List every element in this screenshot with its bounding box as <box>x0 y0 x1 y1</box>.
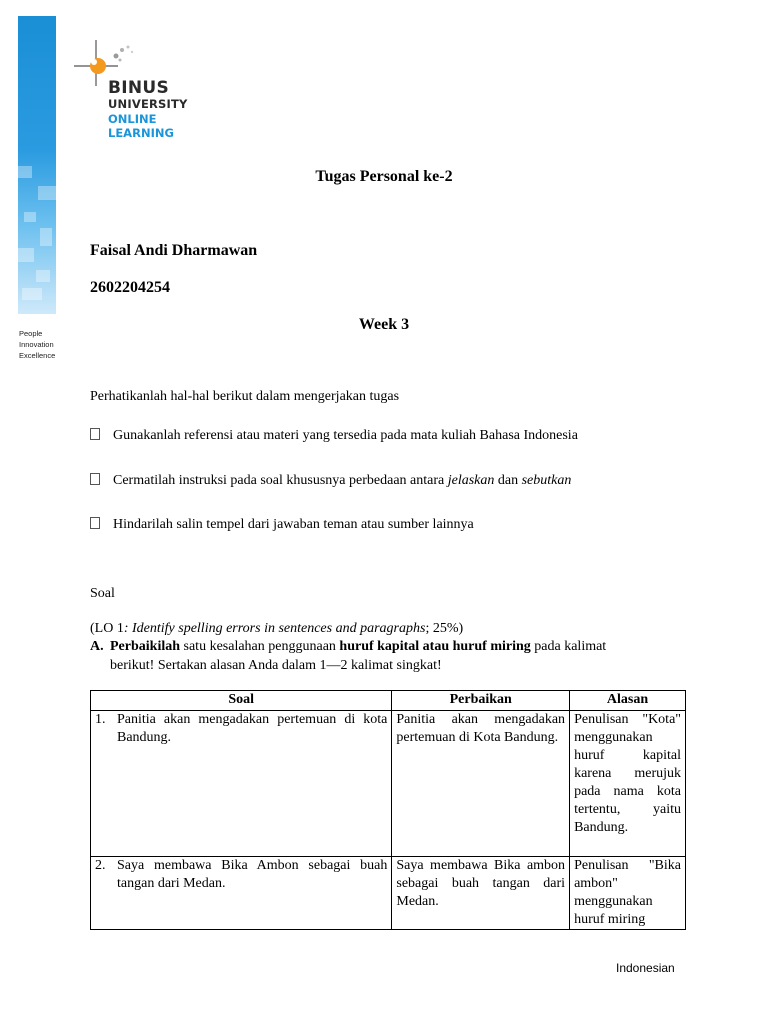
question-text-line2: berikut! Sertakan alasan Anda dalam 1—2 kalimat singkat! <box>110 658 442 673</box>
document-title: Tugas Personal ke-2 <box>315 168 453 185</box>
column-header-soal: Soal <box>91 691 392 711</box>
lo-description: : Identify spelling errors in sentences and paragraphs <box>123 621 426 636</box>
answer-table <box>90 690 686 930</box>
cell-alasan: Penulisan "Bika ambon" menggunakan huruf miring <box>570 857 686 930</box>
logo-learning: LEARNING <box>108 126 174 140</box>
instruction-text: Gunakanlah referensi atau materi yang tersedia pada mata kuliah Bahasa Indonesia <box>113 428 578 443</box>
bullet-box-icon <box>90 473 100 485</box>
instruction-text: dan <box>494 473 522 488</box>
instruction-emphasis: jelaskan <box>447 473 495 488</box>
table-row <box>91 857 686 930</box>
cell-perbaikan: Panitia akan mengadakan pertemuan di Kota Bandung. <box>392 711 570 857</box>
tagline-innovation: Innovation <box>19 340 54 349</box>
question-text: satu kesalahan penggunaan <box>180 639 340 654</box>
instruction-item <box>90 428 578 444</box>
binus-online-logo <box>72 40 192 145</box>
student-id: 2602204254 <box>90 279 170 296</box>
instruction-item <box>90 473 571 489</box>
logo-university: UNIVERSITY <box>108 97 188 111</box>
soal-heading: Soal <box>90 586 115 601</box>
instructions-intro: Perhatikanlah hal-hal berikut dalam mengerjakan tugas <box>90 389 400 404</box>
page-footer: Indonesian <box>616 961 675 975</box>
learning-outcome <box>90 621 463 637</box>
column-header-alasan: Alasan <box>570 691 686 711</box>
lo-prefix: (LO 1 <box>90 621 124 636</box>
row-number: 2. <box>95 858 106 873</box>
bullet-box-icon <box>90 428 100 440</box>
question-a <box>90 637 678 675</box>
cell-perbaikan: Saya membawa Bika ambon sebagai buah tangan dari Medan. <box>392 857 570 930</box>
soal-text: Panitia akan mengadakan pertemuan di kota Bandung. <box>117 712 388 745</box>
question-label: A. <box>90 639 104 654</box>
tagline-excellence: Excellence <box>19 351 56 360</box>
lo-suffix: ; 25%) <box>425 621 464 636</box>
bullet-box-icon <box>90 517 100 529</box>
instruction-text: Hindarilah salin tempel dari jawaban teman atau sumber lainnya <box>113 517 474 532</box>
cell-soal <box>91 711 392 857</box>
column-header-perbaikan: Perbaikan <box>392 691 570 711</box>
cell-alasan: Penulisan "Kota" menggunakan huruf kapital karena merujuk pada nama kota tertentu, yaitu Bandung. <box>570 711 686 857</box>
question-bold: Perbaikilah <box>110 639 181 654</box>
instruction-item <box>90 517 474 533</box>
soal-text: Saya membawa Bika Ambon sebagai buah tangan dari Medan. <box>117 858 388 891</box>
question-text: pada kalimat <box>530 639 607 654</box>
student-name: Faisal Andi Dharmawan <box>90 242 258 259</box>
table-header-row <box>91 691 686 711</box>
cell-soal <box>91 857 392 930</box>
side-decor-strip <box>18 16 56 314</box>
row-number: 1. <box>95 712 106 727</box>
instruction-emphasis: sebutkan <box>521 473 572 488</box>
logo-binus: BINUS <box>108 78 170 98</box>
instruction-text: Cermatilah instruksi pada soal khususnya perbedaan antara <box>113 473 448 488</box>
question-bold: huruf kapital atau huruf miring <box>339 639 531 654</box>
tagline-people: People <box>19 329 43 338</box>
week-label: Week 3 <box>358 316 410 333</box>
logo-online: ONLINE <box>108 112 157 126</box>
table-row <box>91 711 686 857</box>
